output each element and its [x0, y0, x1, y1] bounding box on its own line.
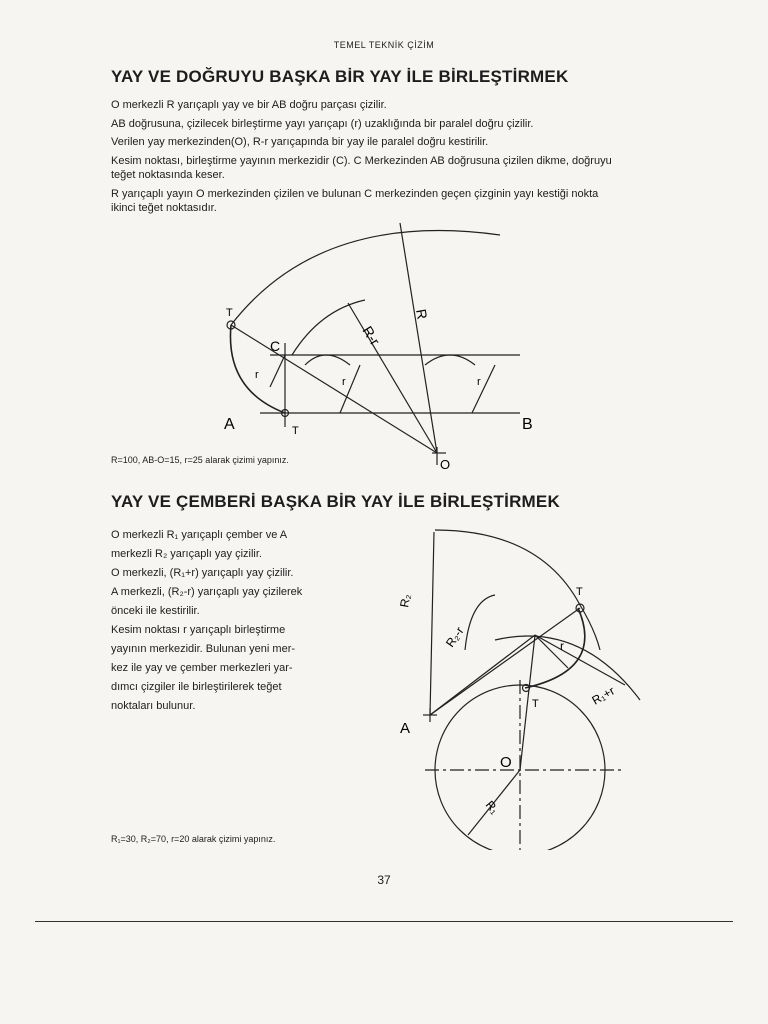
- section1-figure: [200, 215, 560, 475]
- line-R-r: [348, 303, 437, 453]
- label-O: O: [500, 754, 512, 771]
- arc-R2-r: [465, 595, 495, 650]
- line-R2-r: [430, 635, 535, 715]
- section2-line-2: merkezli R₂ yarıçaplı yay çizilir.: [111, 548, 262, 560]
- label-A: A: [400, 720, 411, 737]
- section2-line-7: yayının merkezidir. Bulunan yeni mer-: [111, 643, 296, 655]
- line-A-T: [430, 608, 580, 715]
- r-indicator-3: [472, 365, 495, 413]
- line-O-T: [231, 325, 437, 453]
- footer-rule: [35, 921, 733, 922]
- section1-line-3: Verilen yay merkezinden(O), R-r yarıçapında bir yay ile paralel doğru kestirilir.: [111, 136, 489, 148]
- label-A: A: [224, 416, 235, 433]
- section1-line-7: ikinci teğet noktasıdır.: [111, 202, 217, 214]
- section1-line-2: AB doğrusuna, çizilecek birleştirme yayı yarıçapı (r) uzaklığında bir paralel doğru çizilir.: [111, 117, 534, 130]
- label-r: r: [560, 639, 564, 653]
- line-R1-r: [535, 635, 625, 685]
- label-R1-r: R₁+r: [589, 683, 618, 708]
- construction-arc-2: [425, 355, 475, 365]
- section2-line-1: O merkezli R₁ yarıçaplı çember ve A: [111, 529, 288, 541]
- section2-body: [111, 526, 347, 716]
- line-R: [400, 223, 437, 453]
- section2-line-6: Kesim noktası r yarıçaplı birleştirme: [111, 624, 286, 636]
- label-r1: r: [255, 369, 259, 381]
- r-indicator-2: [340, 365, 360, 413]
- section2-line-9: dımcı çizgiler ile birleştirilerek teğet: [111, 681, 282, 693]
- label-R2: R₂: [397, 592, 414, 609]
- section2-line-4: A merkezli, (R₂-r) yarıçaplı yay çizilerek: [111, 586, 303, 598]
- label-R1: R₁: [482, 797, 502, 817]
- label-T2: T: [292, 425, 299, 437]
- section1-line-1: O merkezli R yarıçaplı yay ve bir AB doğru parçası çizilir.: [111, 99, 387, 111]
- section2-line-8: kez ile yay ve çember merkezleri yar-: [111, 662, 293, 674]
- label-R-r: R-r: [359, 323, 384, 349]
- page-header: TEMEL TEKNİK ÇİZİM: [333, 40, 435, 50]
- label-B: B: [522, 416, 533, 433]
- label-R2-r: R₂-r: [442, 624, 467, 650]
- section2-note: R₁=30, R₂=70, r=20 alarak çizimi yapınız.: [111, 834, 276, 844]
- label-O: O: [440, 457, 451, 472]
- page-number: 37: [377, 873, 391, 887]
- section1-line-6: R yarıçaplı yayın O merkezinden çizilen ve bulunan C merkezinden geçen çizginin yayı kestiği nokta: [111, 187, 599, 200]
- label-r2: r: [342, 376, 346, 388]
- label-r3: r: [477, 376, 481, 388]
- section1-line-5: teğet noktasında keser.: [111, 169, 225, 181]
- r-indicator-1: [270, 355, 285, 387]
- section1-title: YAY VE DOĞRUYU BAŞKA BİR YAY İLE BİRLEŞTİRMEK: [111, 67, 569, 86]
- label-T2: T: [532, 698, 539, 710]
- section2-line-10: noktaları bulunur.: [111, 700, 196, 712]
- label-T1: T: [576, 586, 583, 598]
- label-R: R: [413, 307, 431, 321]
- construction-arc-1: [305, 355, 350, 365]
- label-C: C: [270, 338, 281, 354]
- section2-line-5: önceki ile kestirilir.: [111, 605, 200, 617]
- section1-note: R=100, AB-O=15, r=25 alarak çizimi yapınız.: [111, 455, 289, 465]
- section2-line-3: O merkezli, (R₁+r) yarıçaplı yay çizilir.: [111, 567, 294, 579]
- arc-R: [231, 231, 500, 325]
- section1-body: [111, 98, 711, 216]
- line-R2: [430, 532, 434, 715]
- section2-figure: [390, 520, 650, 850]
- label-T1: T: [226, 307, 233, 319]
- arc-R-r: [292, 300, 365, 355]
- section2-title: YAY VE ÇEMBERİ BAŞKA BİR YAY İLE BİRLEŞTİRMEK: [111, 492, 560, 511]
- section1-line-4: Kesim noktası, birleştirme yayının merkezidir (C). C Merkezinden AB doğrusuna çizilen dikme, doğruyu: [111, 154, 612, 167]
